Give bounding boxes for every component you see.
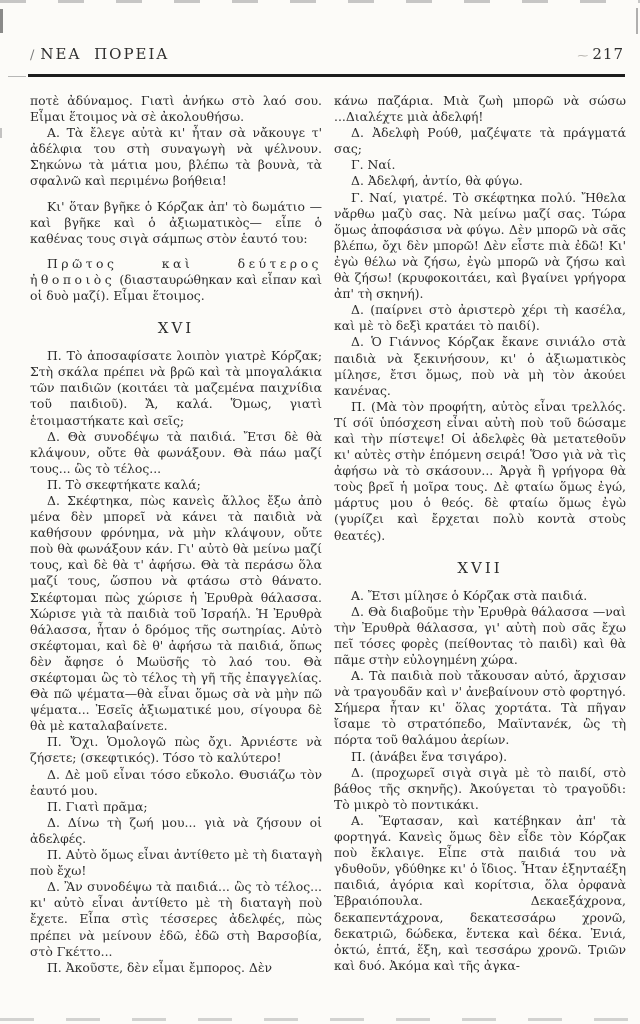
paragraph: Δ. Δὲ μοῦ εἶναι τόσο εὔκολο. Θυσιάζω τὸν ἑαυτό μου. [30, 766, 322, 798]
journal-title-group [30, 44, 169, 63]
paragraph: Π. Ὄχι. Ὁμολογῶ πὼς ὄχι. Ἀρνιέστε νὰ ζήσετε; (σκεφτικός). Τόσο τὸ καλύτερο! [30, 734, 322, 766]
text-column-left [30, 93, 322, 976]
paragraph: Π. Γιατὶ πρᾶμα; [47, 798, 148, 814]
paragraph: Π. Τὸ σκεφτήκατε καλά; [47, 476, 201, 492]
paragraph: Κι' ὅταν βγῆκε ὁ Κόρζακ ἀπ' τὸ δωμάτιο —καὶ βγῆκε καὶ ὁ ἀξιωματικὸς— εἶπε ὁ καθένας τους σιγὰ σάμπως στὸν ἑαυτό του: [30, 198, 322, 246]
text-column-right [334, 93, 626, 976]
paragraph: Α. Ἔφτασαν, καὶ κατέβηκαν ἀπ' τὰ φορτηγά. Κανεὶς ὅμως δὲν εἶδε τὸν Κόρζακ ποὺ ἔκλαιγε. Εἶπε στὰ παιδιά του νὰ γδυθοῦν, γδύθηκε κι' ὁ ἴδιος. Ἦταν ἑξηνταέξη παιδιά, ἀγόρια καὶ κορίτσια, ὅλα ὀρφανὰ Ἑβραιόπουλα. Δεκαεξάχρονα, δεκαπεντάχρονα, δεκατεσσάρω χρονῶ, δεκατριῶ, δώδεκα, ἕντεκα καὶ δέκα. Ἐνιά, ὀκτώ, ἑπτά, ἕξη, καὶ τεσσάρω χρονῶ. Τριῶν καὶ δυό. Ἀκόμα καὶ τῆς ἀγκα- [334, 812, 626, 973]
paragraph: Δ. Ἀδελφὴ Ρούθ, μαζέψατε τὰ πράγματά σας; [334, 125, 626, 157]
paragraph: Δ. Ὁ Γιάννος Κόρζακ ἔκανε σινιάλο στὰ παιδιὰ νὰ ξεκινήσουν, κι' ὁ ἀξιωματικὸς μίλησε, ἔτσι ὅμως, ποὺ νὰ μὴ τὸν ἀκούει κανένας. [334, 334, 626, 398]
paragraph: Π. Αὐτὸ ὅμως εἶναι ἀντίθετο μὲ τὴ διαταγὴ ποὺ ἔχω! [30, 847, 322, 879]
page-number-group [577, 44, 624, 63]
paragraph: κάνω παζάρια. Μιὰ ζωὴ μπορῶ νὰ σώσω ...Διαλέχτε μιὰ ἀδελφή! [334, 93, 626, 125]
paragraph: Δ. Θὰ συνοδέψω τὰ παιδιά. Ἔτσι δὲ θὰ κλάψουν, οὔτε θὰ φωνάξουν. Θὰ πάω μαζί τους... ὣς τὸ τέλος... [30, 428, 322, 476]
header-rule [28, 74, 625, 77]
paragraph: ποτὲ ἀδύναμος. Γιατὶ ἀνήκω στὸ λαό σου. Εἶμαι ἕτοιμος νὰ σὲ ἀκολουθήσω. [30, 93, 322, 125]
section-heading: XVII [457, 558, 503, 577]
paragraph: Α. Τὰ ἔλεγε αὐτὰ κι' ἦταν σὰ νἄκουγε τ' ἀδέλφια του στὴ συναγωγὴ νὰ ψέλνουν. Σηκώνω τὰ μάτια μου, βλέπω τὰ βουνὰ, τὰ σφαλνῶ καὶ περιμένω βοήθεια! [30, 125, 322, 189]
scan-artifact-left-mark [0, 9, 3, 33]
scan-artifact-top-edge [0, 0, 640, 3]
text-body [30, 93, 626, 976]
scan-artifact-page-mark: ⁓ [577, 49, 589, 62]
paragraph: Γ. Ναί. [351, 157, 396, 173]
paragraph: Δ. Δίνω τὴ ζωή μου... γιὰ νὰ ζήσουν οἱ ἀδελφές. [30, 814, 322, 846]
paragraph: Π. (Μὰ τὸν προφήτη, αὐτὸς εἶναι τρελλός. Τί σόϊ ὑπόσχεση εἶναι αὐτὴ ποὺ τοῦ δώσαμε καὶ τὴν πίστεψε! Οἱ ἀδελφὲς θὰ μετατεθοῦν κι' αὐτὲς στὴν ἑπόμενη σειρά! Ὅσο γιὰ νὰ τὶς ἀφήσω νὰ τὸ σκάσουν... Ἀργὰ ἢ γρήγορα θὰ τοὺς βρεῖ ἡ μοῖρα τους. Δὲ φταίω ὅμως ἐγώ, μάρτυς μου ὁ θεός. δὲ φταίω ὅμως ἐγὼ (γυρίζει καὶ ἔρχεται πολὺ κοντὰ στοὺς θεατές). [334, 398, 626, 543]
paragraph: Π. Ἀκοῦστε, δὲν εἶμαι ἔμπορος. Δὲν [47, 959, 273, 975]
header-rule-lead-mark [8, 76, 26, 77]
paragraph: Π. Τὸ ἀποσαφίσατε λοιπὸν γιατρὲ Κόρζακ; Στὴ σκάλα πρέπει νὰ βρῶ καὶ τὰ μπογαλάκια τῶν παιδιῶν (κοιτάει τὰ μαζεμένα παιχνίδια τοῦ παιδιοῦ). Ἄ, καλά. Ὅμως, γιατὶ ἑτοιμαστήκατε καὶ σεῖς; [30, 348, 322, 428]
page-header [30, 44, 624, 63]
paragraph: Πρῶτος καὶ δεύτερος ἠθοποιὸς (διασταυρώθηκαν καὶ εἶπαν καὶ οἱ δυὸ μαζί). Εἶμαι ἕτοιμος. [30, 255, 322, 304]
paragraph: Δ. Σκέφτηκα, πὼς κανεὶς ἄλλος ἔξω ἀπὸ μένα δὲν μπορεῖ νὰ κάνει τὰ παιδιὰ νὰ καθήσουν φρόνημα, νὰ μὴν κλάψουν, οὔτε ποὺ θὰ φωνάξουν κάν. Γι' αὐτὸ θὰ μείνω μαζί τους, καὶ δὲ θὰ τ' ἀφήσω. Θὰ τὰ περάσω ὅλα μαζί τους, ὥσπου νὰ φτάσω στὸ θάνατο. Σκέφτομαι πὼς χώρισε ἡ Ἐρυθρὰ θάλασσα. Χώρισε γιὰ τὰ παιδιὰ τοῦ Ἰσραήλ. Ἡ Ἐρυθρὰ θάλασσα, ἦταν ὁ δρόμος τῆς σωτηρίας. Αὐτὸ σκέφτομαι, καὶ δὲ θ' ἀφήσω τὰ παιδιά, ὅπως δὲν ἄφησε ὁ Μωϋσῆς τὸ λαό του. Θὰ σκέφτομαι ὣς τὸ τέλος τὴ γῆ τῆς ἐπαγγελίας. Θὰ πῶ ψέματα—θὰ εἶναι ὅμως σὰ νὰ μὴν πῶ ψέματα... Ἐσεῖς ἀξιωματικέ μου, σίγουρα δὲ θὰ μὲ καταλαβαίνετε. [30, 492, 322, 734]
section-heading: XVI [157, 319, 195, 338]
paragraph: Δ. (προχωρεῖ σιγὰ σιγὰ μὲ τὸ παιδί, στὸ βάθος τῆς σκηνῆς). Ἀκούγεται τὸ τραγοῦδι: Τὸ μικρὸ τὸ ποντικάκι. [334, 764, 626, 812]
paragraph: Δ. (παίρνει στὸ ἀριστερὸ χέρι τὴ κασέλα, καὶ μὲ τὸ δεξὶ κρατάει τὸ παιδί). [334, 302, 626, 334]
paragraph: Δ. Ἀδελφή, ἀντίο, θὰ φύγω. [351, 173, 523, 189]
paragraph: Π. (ἀνάβει ἕνα τσιγάρο). [351, 748, 508, 764]
spaced-role-label: Πρῶτος καὶ δεύτερος ἠθοποιὸς [30, 255, 322, 287]
paragraph: Α. Ἔτσι μίλησε ὁ Κόρζακ στὰ παιδιά. [351, 587, 588, 603]
paragraph: Γ. Ναί, γιατρέ. Τὸ σκέφτηκα πολύ. Ἤθελα νἄρθω μαζὺ σας. Νὰ μείνω μαζί σας. Τώρα ὅμως ἀποφάσισα νὰ φύγω. Δὲν μπορῶ νὰ σᾶς βλέπω, ὄχι δὲν μπορῶ! Δὲν εἶστε πιὰ ἐδῶ! Κι' ἐγὼ θέλω νὰ ζήσω, ἐγὼ μπορῶ νὰ ζήσω καὶ θὰ ζήσω! (κρυφοκοιτάει, καὶ βγαίνει γρήγορα ἀπ' τὴ σκηνή). [334, 189, 626, 302]
paragraph: Δ. Θὰ διαβοῦμε τὴν Ἐρυθρὰ θάλασσα —ναὶ τὴν Ἐρυθρὰ θάλασσα, γι' αὐτὴ ποὺ σᾶς ἔχω πεῖ τόσες φορὲς (πείθοντας τὸ παιδὶ) καὶ θὰ πᾶμε στὴν εὐλογημένη χώρα. [334, 603, 626, 667]
scan-artifact-title-slash: / [30, 48, 35, 63]
scan-artifact-left-mark-small [0, 128, 2, 138]
paragraph: Δ. Ἂν συνοδέψω τὰ παιδιά... ὣς τὸ τέλος... κι' αὐτὸ εἶναι ἀντίθετο μὲ τὴ διαταγὴ ποὺ ἔχετε. Εἶπα στὶς τέσσερες ἀδελφές, πὼς πρέπει νὰ μείνουν ἐδῶ, ἐδῶ στὴ Βαρσοβία, στὸ Γκέττο... [30, 879, 322, 959]
scan-artifact-bottom-edge [0, 1018, 640, 1021]
scan-artifact-right-mark [636, 8, 638, 34]
page-number: 217 [592, 45, 624, 63]
paragraph: Α. Τὰ παιδιὰ ποὺ τἄκουσαν αὐτό, ἄρχισαν νὰ τραγουδᾶν καὶ ν' ἀνεβαίνουν στὸ φορτηγό. Σήμερα ἦταν κι' ὅλας χορτάτα. Τὰ πῆγαν ἴσαμε τὸ στρατόπεδο, Μαϊντανέκ, ὣς τὴ πόρτα τοῦ θαλάμου ἀερίων. [334, 668, 626, 748]
journal-title: ΝΕΑ ΠΟΡΕΙΑ [40, 45, 170, 63]
